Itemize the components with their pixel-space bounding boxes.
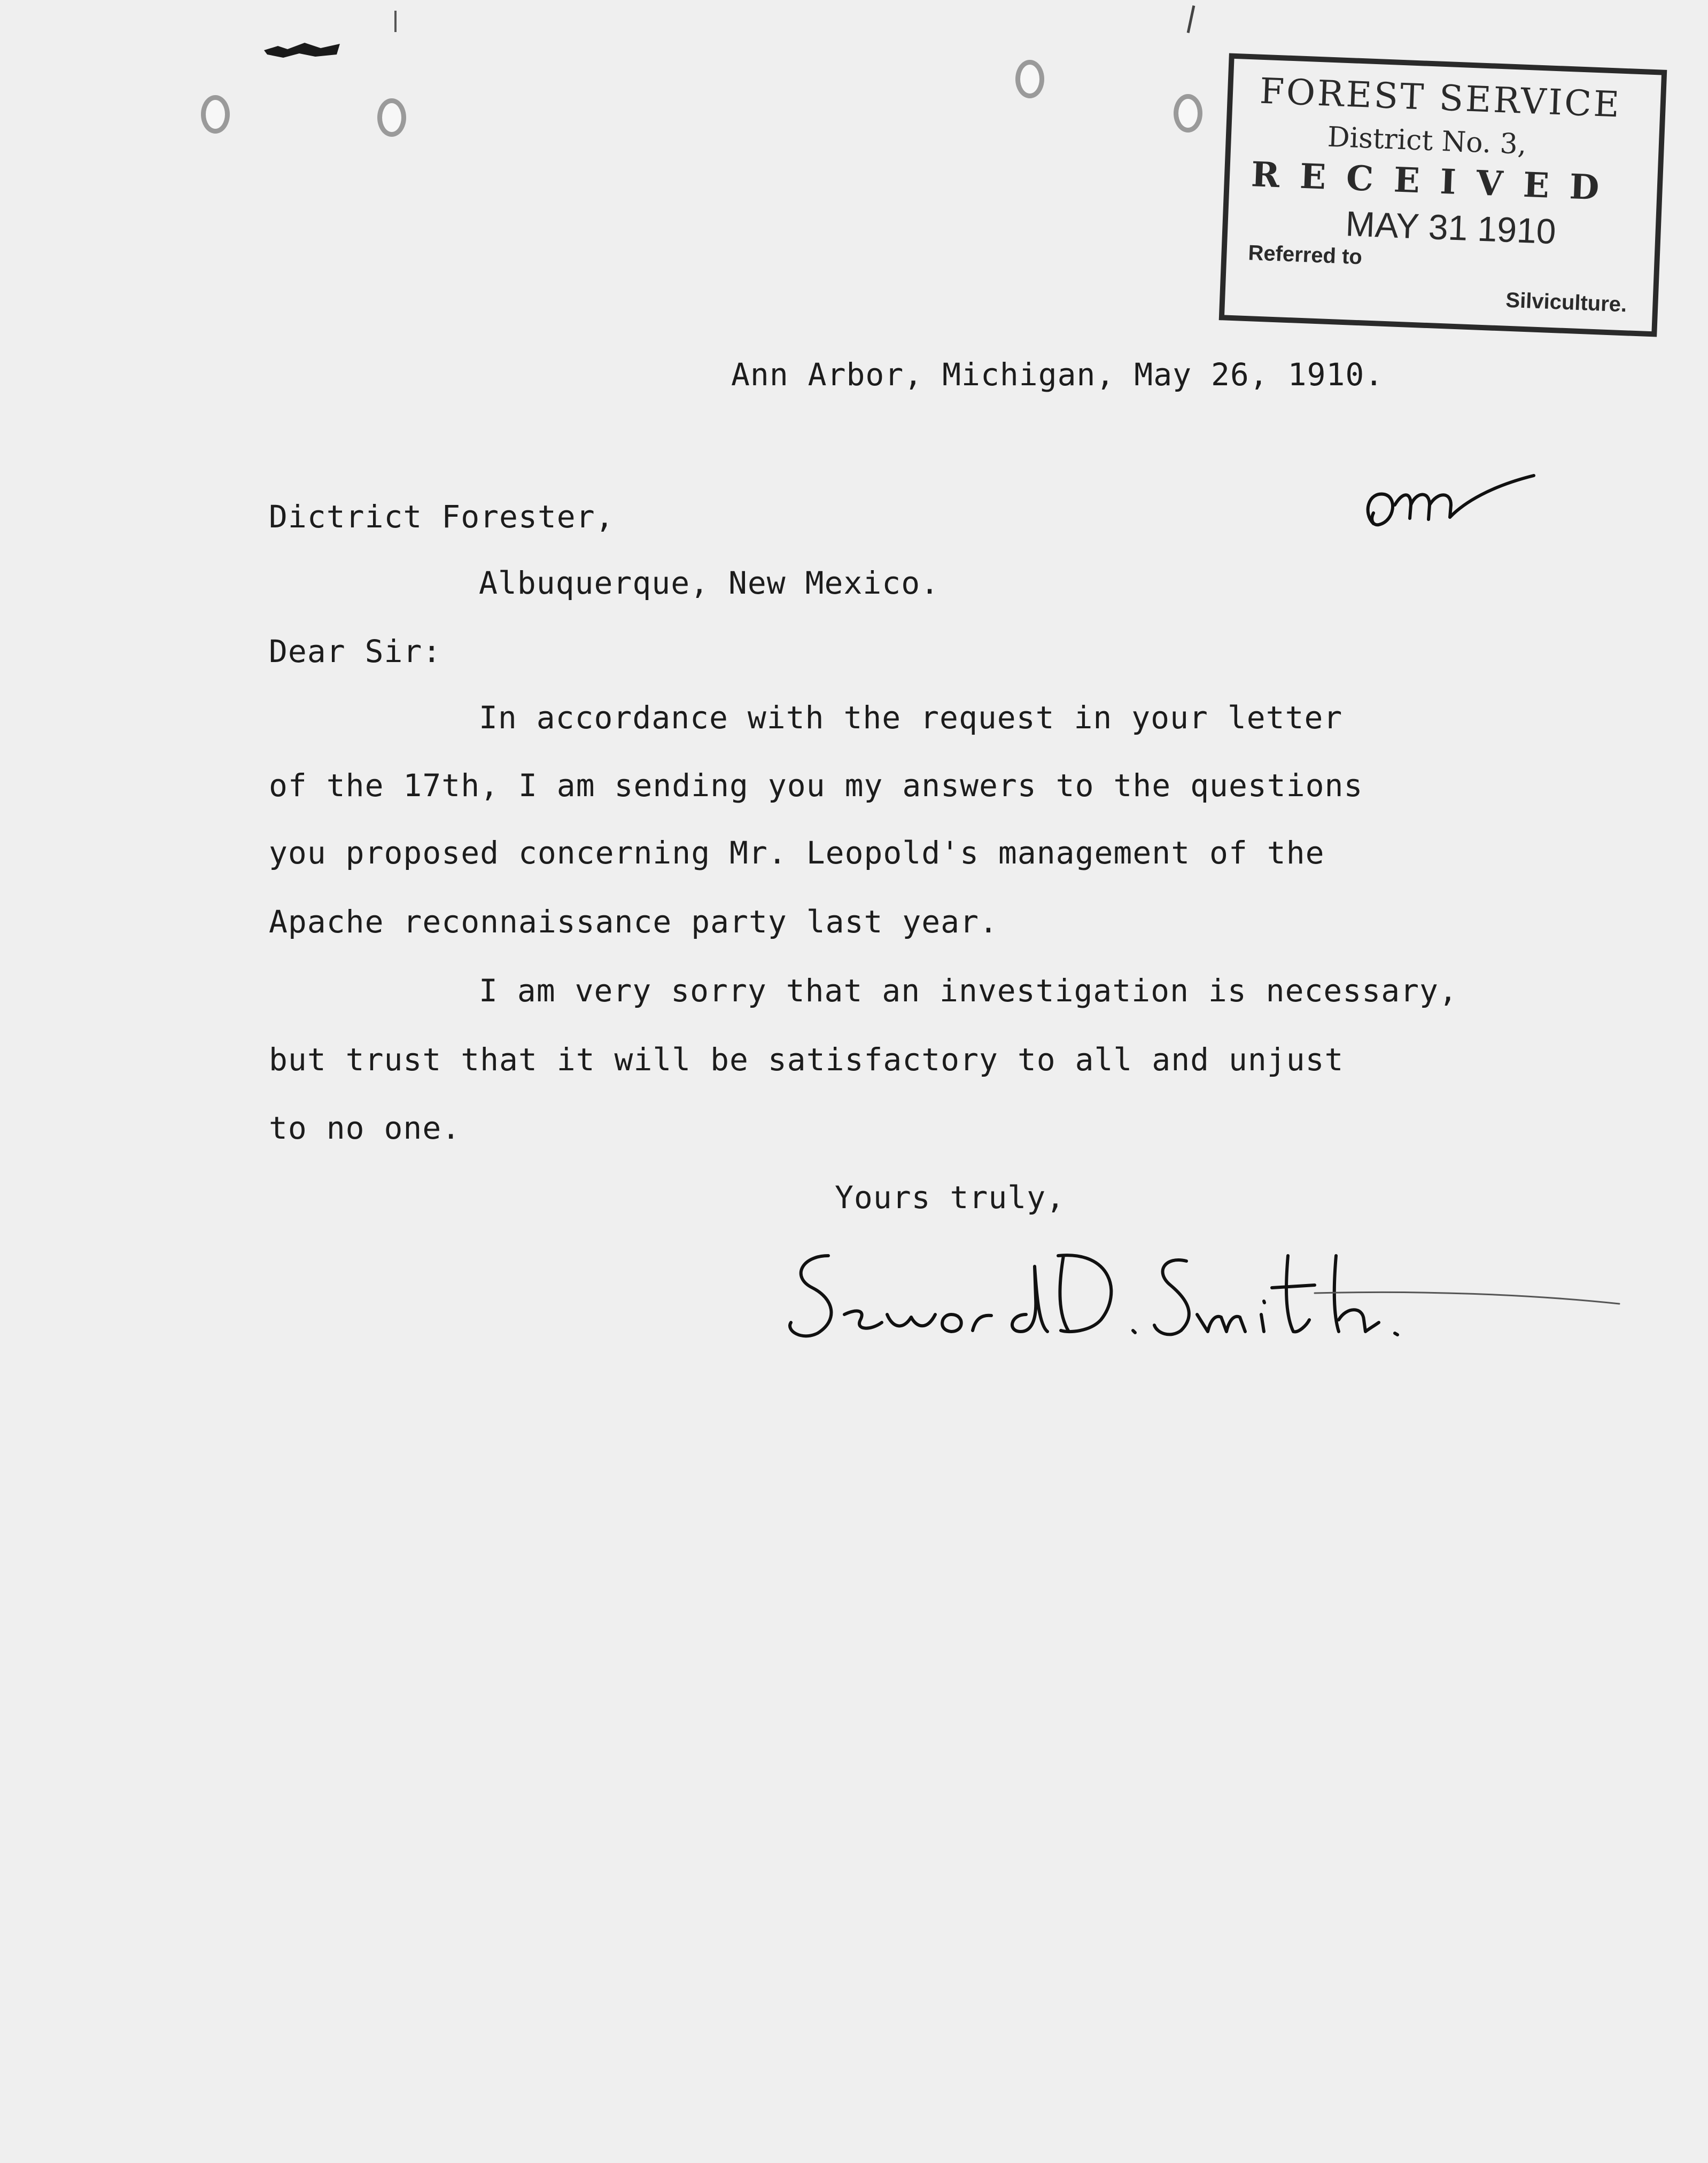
paragraph-1-line: you proposed concerning Mr. Leopold's management of the	[269, 835, 1325, 871]
closing: Yours truly,	[835, 1179, 1066, 1216]
recipient-title: Dictrict Forester,	[269, 499, 615, 535]
punch-hole	[1174, 94, 1202, 133]
paragraph-1-line: In accordance with the request in your letter	[479, 699, 1343, 736]
punch-hole	[377, 98, 406, 137]
recipient-location: Albuquerque, New Mexico.	[479, 565, 940, 601]
paragraph-2-line: to no one.	[269, 1110, 461, 1146]
paragraph-2-line: but trust that it will be satisfactory to all and unjust	[269, 1041, 1344, 1078]
filing-clip-mark	[262, 38, 342, 61]
handwritten-initials	[1357, 454, 1571, 550]
stamp-date: MAY 31 1910	[1345, 204, 1557, 252]
punch-hole	[201, 95, 230, 134]
letter-dateline: Ann Arbor, Michigan, May 26, 1910.	[731, 356, 1384, 393]
paragraph-1-line: of the 17th, I am sending you my answers to the questions	[269, 767, 1363, 804]
stamp-district: District No. 3,	[1326, 121, 1527, 161]
stamp-referred-label: Referred to	[1247, 241, 1363, 269]
pencil-tick	[394, 11, 397, 32]
paragraph-2-line: I am very sorry that an investigation is necessary,	[479, 972, 1458, 1009]
stamp-received: RECEIVED	[1250, 154, 1620, 209]
signature	[780, 1234, 1625, 1357]
stamp-title: FOREST SERVICE	[1259, 70, 1622, 126]
received-stamp	[1219, 53, 1667, 337]
pencil-tick	[1187, 5, 1195, 33]
stamp-department: Silviculture.	[1505, 288, 1627, 317]
paragraph-1-line: Apache reconnaissance party last year.	[269, 904, 998, 940]
salutation: Dear Sir:	[269, 633, 442, 670]
punch-hole	[1015, 60, 1044, 98]
